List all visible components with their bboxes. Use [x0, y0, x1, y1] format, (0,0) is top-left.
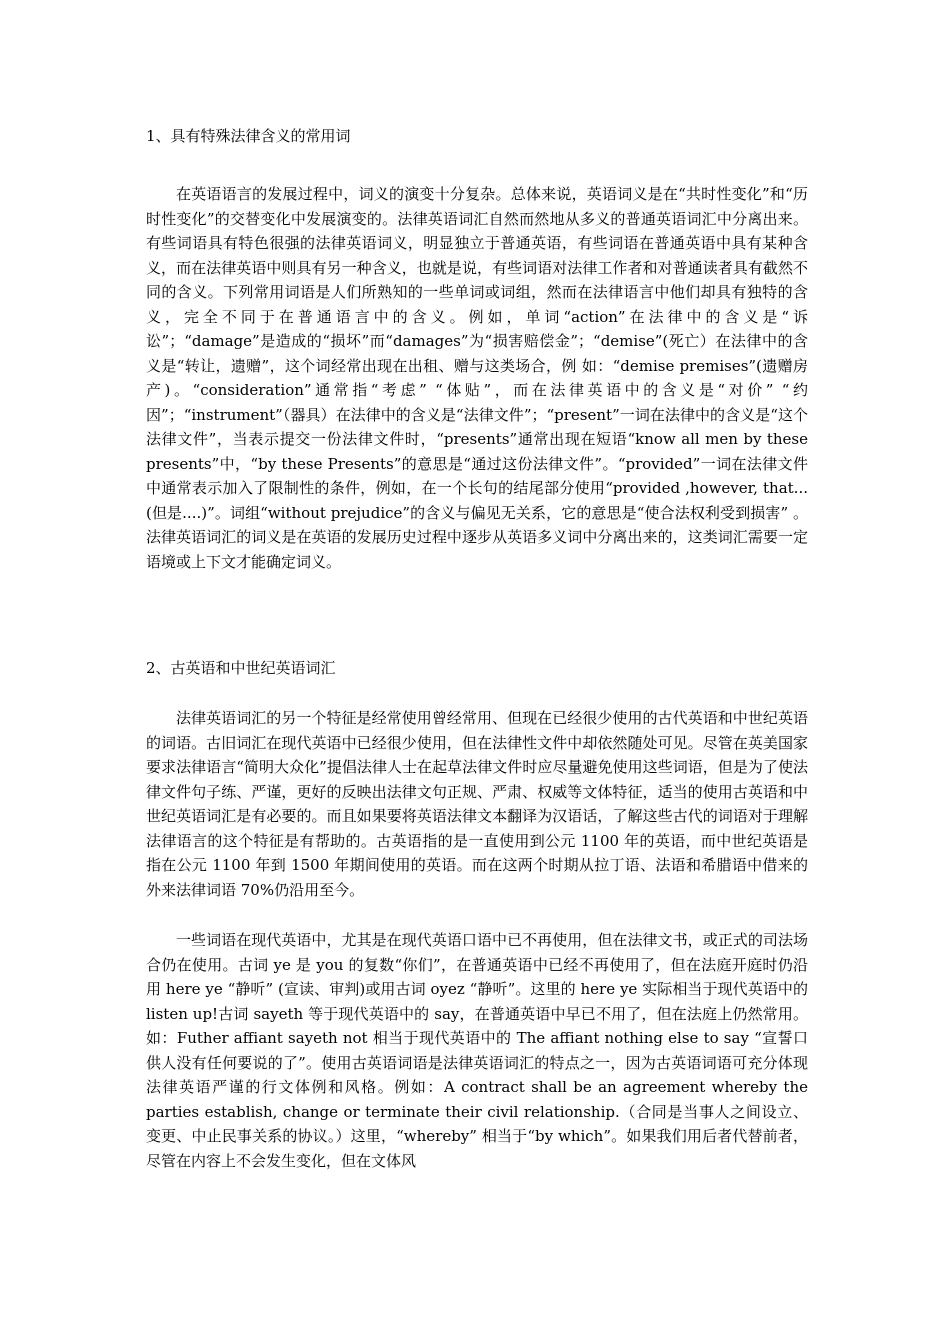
- section-2-paragraph-2: 一些词语在现代英语中，尤其是在现代英语口语中已不再使用，但在法律文书，或正式的司法场合仍在使用。古词 ye 是 you 的复数“你们”，在普通英语中已经不再使用了，但在法庭开庭时仍沿用 here ye “静听” (宣读、审判)或用古词 oyez “静听”。这里的 here ye 实际相当于现代英语中的 listen up!古词 sayeth 等于现代英语中的 say，在普通英语中早已不用了，但在法庭上仍然常用。如：Futher affiant sayeth not 相当于现代英语中的 The affiant nothing else to say “宣誓口供人没有任何要说的了”。使用古英语词语是法律英语词汇的特点之一，因为古英语词语可充分体现法律英语严谨的行文体例和风格。例如：A contract shall be an agreement whereby the parties establish, change or terminate their civil relationship.（合同是当事人之间设立、变更、中止民事关系的协议。）这里，“whereby” 相当于“by which”。如果我们用后者代替前者，尽管在内容上不会发生变化，但在文体风: [146, 931, 808, 1170]
- document-page: [146, 118, 808, 1173]
- section-2-heading: 2、古英语和中世纪英语词汇: [146, 659, 336, 677]
- section-1-heading: 1、具有特殊法律含义的常用词: [146, 127, 351, 145]
- section-2-paragraph-1: 法律英语词汇的另一个特征是经常使用曾经常用、但现在已经很少使用的古代英语和中世纪英语的词语。古旧词汇在现代英语中已经很少使用，但在法律性文件中却依然随处可见。尽管在英美国家要求法律语言“简明大众化”提倡法律人士在起草法律文件时应尽量避免使用这些词语，但是为了使法律文件句子练、严谨，更好的反映出法律文句正规、严肃、权威等文体特征，适当的使用古英语和中世纪英语词汇是有必要的。而且如果要将英语法律文本翻译为汉语话，了解这些古代的词语对于理解法律语言的这个特征是有帮助的。古英语指的是一直使用到公元 1100 年的英语，而中世纪英语是指在公元 1100 年到 1500 年期间使用的英语。而在这两个时期从拉丁语、法语和希腊语中借来的外来法律词语 70%仍沿用至今。: [146, 709, 808, 899]
- section-1-paragraph-1: 在英语语言的发展过程中，词义的演变十分复杂。总体来说，英语词义是在“共时性变化”和“历时性变化”的交替变化中发展演变的。法律英语词汇自然而然地从多义的普通英语词汇中分离出来。有些词语具有特色很强的法律英语词义，明显独立于普通英语，有些词语在普通英语中具有某种含义，而在法律英语中则具有另一种含义，也就是说，有些词语对法律工作者和对普通读者具有截然不同的含义。下列常用词语是人们所熟知的一些单词或词组，然而在法律语言中他们却具有独特的含义，完全不同于在普通语言中的含义。例如，单词“action”在法律中的含义是“诉讼”；“damage”是造成的“损坏”而“damages”为“损害赔偿金”；“demise”(死亡）在法律中的含义是“转让，遗赠”，这个词经常出现在出租、赠与这类场合，例 如：“demise premises”(遗赠房产)。“consideration”通常指“考虑” “体贴”，而在法律英语中的含义是“对价” “约因”；“instrument”（器具）在法律中的含义是“法律文件”；“present”一词在法律中的含义是“这个法律文件”，当表示提交一份法律文件时，“presents”通常出现在短语“know all men by these presents”中，“by these Presents”的意思是“通过这份法律文件”。“provided”一词在法律文件中通常表示加入了限制性的条件，例如，在一个长句的结尾部分使用“provided ,however, that...(但是....)”。词组“without prejudice”的含义与偏见无关系，它的意思是“使合法权利受到损害” 。法律英语词汇的词义是在英语的发展历史过程中逐步从英语多义词中分离出来的，这类词汇需要一定语境或上下文才能确定词义。: [146, 185, 808, 571]
